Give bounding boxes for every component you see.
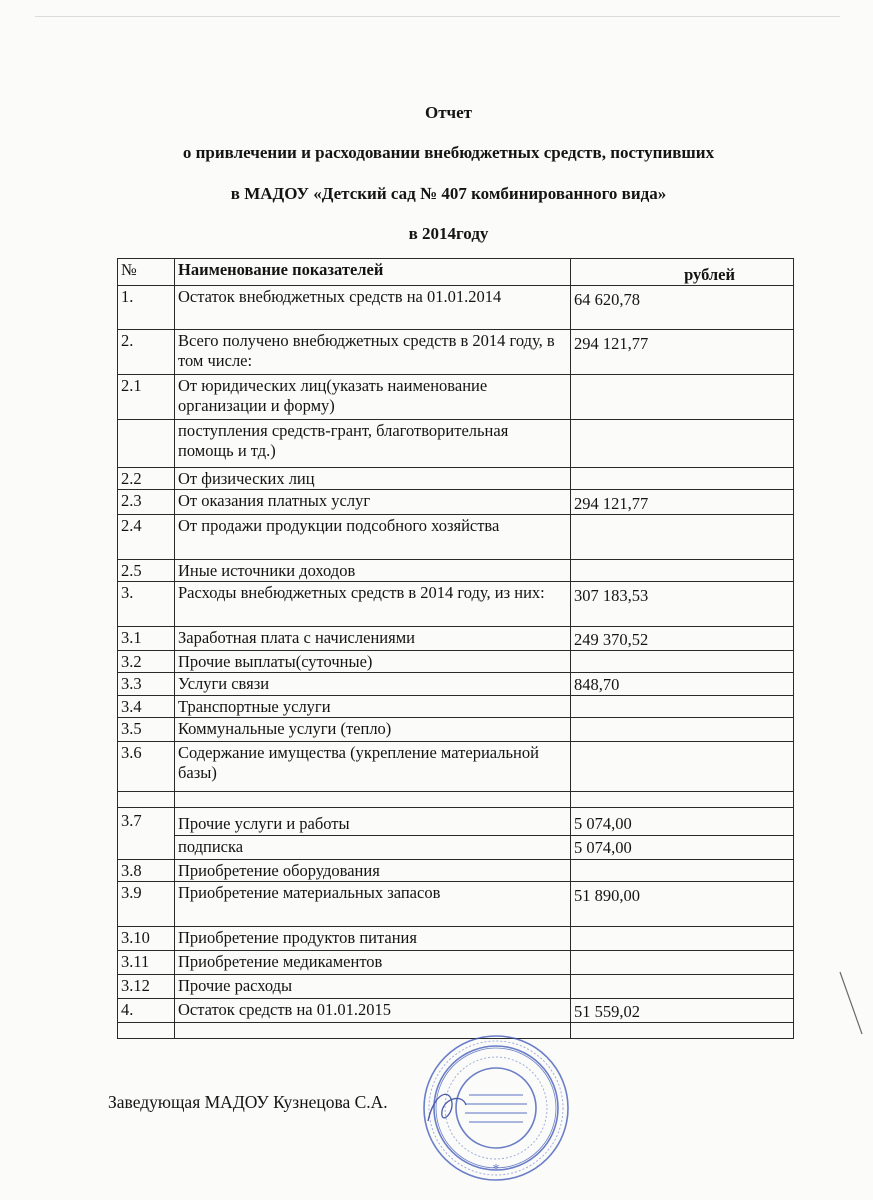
margin-mark	[836, 968, 866, 1038]
table-row	[118, 696, 794, 718]
row-number: 2.2	[118, 468, 175, 490]
table-row	[118, 468, 794, 490]
table-row	[118, 420, 794, 468]
row-name: Расходы внебюджетных средств в 2014 году, из них:	[175, 582, 571, 627]
column-header-name: Наименование показателей	[175, 259, 571, 286]
row-number: 1.	[118, 286, 175, 330]
row-name: Остаток средств на 01.01.2015	[175, 999, 571, 1023]
row-number: 2.4	[118, 515, 175, 560]
row-name: От оказания платных услуг	[175, 490, 571, 515]
row-name: Приобретение медикаментов	[175, 951, 571, 975]
row-number: 3.1	[118, 627, 175, 651]
row-name: От продажи продукции подсобного хозяйства	[175, 515, 571, 560]
table-row	[118, 999, 794, 1023]
row-number: 3.2	[118, 651, 175, 673]
row-name: От юридических лиц(указать наименование организации и форму)	[175, 375, 571, 420]
scan-edge-line	[35, 16, 840, 17]
row-number: 3.12	[118, 975, 175, 999]
row-number: 3.4	[118, 696, 175, 718]
table-row	[118, 651, 794, 673]
signature-line: Заведующая МАДОУ Кузнецова С.А.	[108, 1092, 388, 1112]
table-row	[118, 673, 794, 696]
document-subtitle-line-2: в МАДОУ «Детский сад № 407 комбинированного вида»	[230, 184, 667, 203]
row-number: 3.7	[118, 808, 175, 860]
row-number: 3.9	[118, 882, 175, 927]
row-name: Содержание имущества (укрепление материальной базы)	[175, 742, 571, 792]
row-value	[571, 651, 794, 673]
row-number: 2.3	[118, 490, 175, 515]
row-value: 249 370,52	[571, 627, 794, 651]
row-value	[571, 927, 794, 951]
row-number: 4.	[118, 999, 175, 1023]
table-row	[118, 927, 794, 951]
row-name: Прочие расходы	[175, 975, 571, 999]
row-number	[118, 420, 175, 468]
table-row	[118, 375, 794, 420]
row-number: 2.1	[118, 375, 175, 420]
row-value	[571, 792, 794, 808]
row-value: 5 074,00	[571, 836, 794, 860]
row-value	[571, 420, 794, 468]
row-value	[571, 696, 794, 718]
document-title: Отчет	[424, 103, 473, 122]
table-row	[118, 582, 794, 627]
table-row	[118, 860, 794, 882]
row-number: 3.	[118, 582, 175, 627]
row-value: 5 074,00	[571, 808, 794, 836]
column-header-number: №	[118, 259, 175, 286]
table-row	[118, 742, 794, 792]
table-row	[118, 718, 794, 742]
row-value: 294 121,77	[571, 330, 794, 375]
row-value: 64 620,78	[571, 286, 794, 330]
row-name: Коммунальные услуги (тепло)	[175, 718, 571, 742]
svg-text:*: *	[492, 1162, 500, 1177]
table-row	[118, 515, 794, 560]
row-name: Транспортные услуги	[175, 696, 571, 718]
row-value	[571, 951, 794, 975]
table-row	[118, 490, 794, 515]
table-row	[118, 286, 794, 330]
table-row	[118, 330, 794, 375]
row-number: 3.3	[118, 673, 175, 696]
row-value: 307 183,53	[571, 582, 794, 627]
row-name: Иные источники доходов	[175, 560, 571, 582]
row-number: 3.5	[118, 718, 175, 742]
row-name: Услуги связи	[175, 673, 571, 696]
row-value	[571, 468, 794, 490]
row-number: 3.11	[118, 951, 175, 975]
row-number	[118, 1023, 175, 1039]
document-year: в 2014году	[408, 224, 489, 243]
row-name: Прочие услуги и работы	[175, 808, 571, 836]
row-number: 3.6	[118, 742, 175, 792]
table-row	[118, 951, 794, 975]
row-name: Прочие выплаты(суточные)	[175, 651, 571, 673]
table-row	[118, 808, 794, 836]
table-row	[118, 627, 794, 651]
table-header-row	[118, 259, 794, 286]
row-value	[571, 560, 794, 582]
row-name: Приобретение материальных запасов	[175, 882, 571, 927]
row-name	[175, 792, 571, 808]
row-number: 2.	[118, 330, 175, 375]
row-number: 2.5	[118, 560, 175, 582]
row-value	[571, 860, 794, 882]
row-value: 51 559,02	[571, 999, 794, 1023]
table-row	[118, 560, 794, 582]
row-name: Всего получено внебюджетных средств в 2014 году, в том числе:	[175, 330, 571, 375]
row-name: Заработная плата с начислениями	[175, 627, 571, 651]
row-name: подписка	[175, 836, 571, 860]
row-value	[571, 1023, 794, 1039]
row-value: 51 890,00	[571, 882, 794, 927]
document-subtitle-line-1: о привлечении и расходовании внебюджетных средств, поступивших	[182, 143, 715, 162]
row-value	[571, 975, 794, 999]
handwritten-signature	[422, 1085, 472, 1130]
row-value: 294 121,77	[571, 490, 794, 515]
column-header-rubles: рублей	[571, 259, 794, 286]
row-name: Остаток внебюджетных средств на 01.01.2014	[175, 286, 571, 330]
table-row	[118, 836, 794, 860]
row-value: 848,70	[571, 673, 794, 696]
table-row	[118, 882, 794, 927]
row-value	[571, 718, 794, 742]
row-value	[571, 515, 794, 560]
row-number	[118, 792, 175, 808]
table-row	[118, 792, 794, 808]
row-name: поступления средств-грант, благотворительная помощь и тд.)	[175, 420, 571, 468]
report-table	[117, 258, 794, 1039]
row-value	[571, 742, 794, 792]
row-number: 3.10	[118, 927, 175, 951]
row-name: Приобретение оборудования	[175, 860, 571, 882]
row-value	[571, 375, 794, 420]
row-name: От физических лиц	[175, 468, 571, 490]
row-name: Приобретение продуктов питания	[175, 927, 571, 951]
table-row	[118, 975, 794, 999]
row-number: 3.8	[118, 860, 175, 882]
